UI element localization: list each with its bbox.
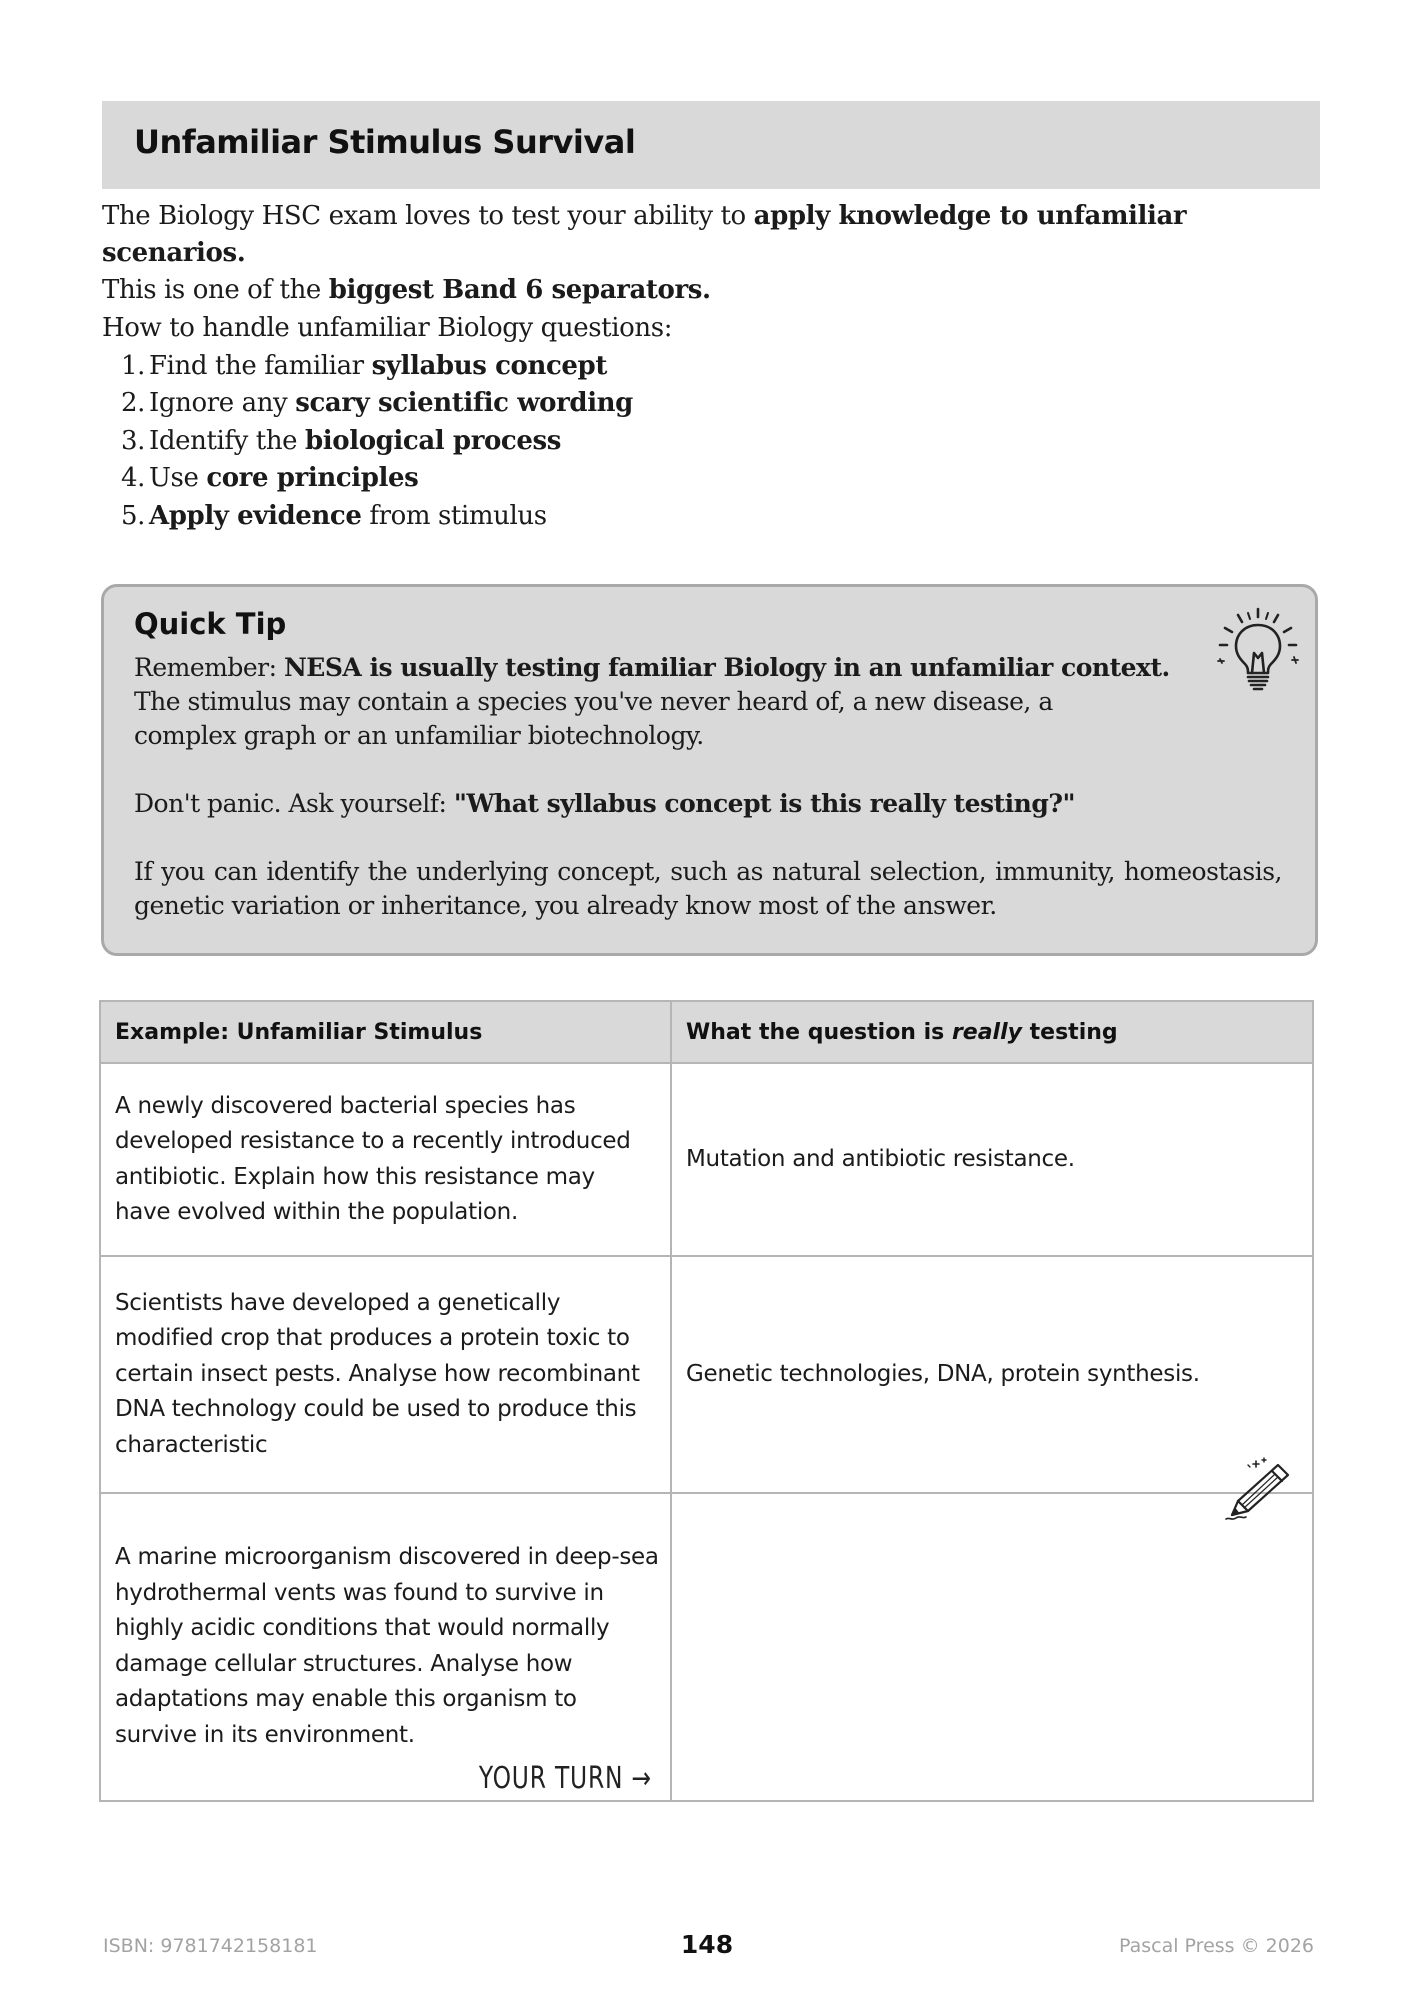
section-header [102,101,1320,189]
list-item: 5. Apply evidence from stimulus [120,500,547,531]
intro-paragraph [102,198,1322,309]
pencil-icon [1220,1455,1300,1527]
table-header-row [100,1001,1313,1063]
footer-isbn: ISBN: 9781742158181 [103,1935,318,1957]
example-cell: A newly discovered bacterial species has developed resistance to a recently introduced antibiotic. Explain how this resistance may have evolved within the population. [100,1063,671,1256]
your-turn-label: YOUR TURN → [478,1760,652,1796]
quick-tip-box [101,584,1318,956]
tip-paragraph-1: Remember: NESA is usually testing familiar Biology in an unfamiliar context. The stimulus may contain a species you've never heard of, a new disease, a complex graph or an unfamiliar biotechnology. [134,653,1170,750]
footer-copyright: Pascal Press © 2026 [1119,1935,1314,1957]
column-header-example: Example: Unfamiliar Stimulus [100,1001,671,1063]
quick-tip-text [134,651,1282,923]
testing-cell: Mutation and antibiotic resistance. [671,1063,1313,1256]
column-header-testing: What the question is really testing [671,1001,1313,1063]
howto-section [102,310,1322,535]
tip-paragraph-2: Don't panic. Ask yourself: "What syllabus concept is this really testing?" [134,789,1075,818]
intro-line-2: This is one of the biggest Band 6 separators. [102,275,711,305]
table-row [100,1063,1313,1256]
example-cell-text: A marine microorganism discovered in deep-sea hydrothermal vents was found to survive in highly acidic conditions that would normally damage cellular structures. Analyse how adaptations may enable this organism to survive in its environment. [115,1544,659,1748]
table-row [100,1256,1313,1493]
section-title: Unfamiliar Stimulus Survival [134,123,636,161]
intro-line-1: The Biology HSC exam loves to test your ability to apply knowledge to unfamiliar scenarios. [102,201,1187,268]
testing-cell: Genetic technologies, DNA, protein synthesis. [671,1256,1313,1493]
tip-paragraph-3: If you can identify the underlying concept, such as natural selection, immunity, homeostasis, genetic variation or inheritance, you already know most of the answer. [134,857,1282,920]
table-row [100,1493,1313,1801]
list-item: 1. Find the familiar syllabus concept [120,350,607,381]
quick-tip-title: Quick Tip [134,607,287,641]
list-item: 3. Identify the biological process [120,425,561,456]
examples-table [99,1000,1314,1802]
list-item: 4. Use core principles [120,463,419,493]
example-cell [100,1493,671,1801]
answer-cell[interactable] [671,1493,1313,1801]
list-item: 2. Ignore any scary scientific wording [120,388,633,418]
howto-steps-list [102,348,1322,536]
example-cell: Scientists have developed a genetically modified crop that produces a protein toxic to certain insect pests. Analyse how recombinant DNA technology could be used to produce this characteristic [100,1256,671,1493]
page-number: 148 [680,1930,734,1959]
howto-heading: How to handle unfamiliar Biology questions: [102,313,673,343]
